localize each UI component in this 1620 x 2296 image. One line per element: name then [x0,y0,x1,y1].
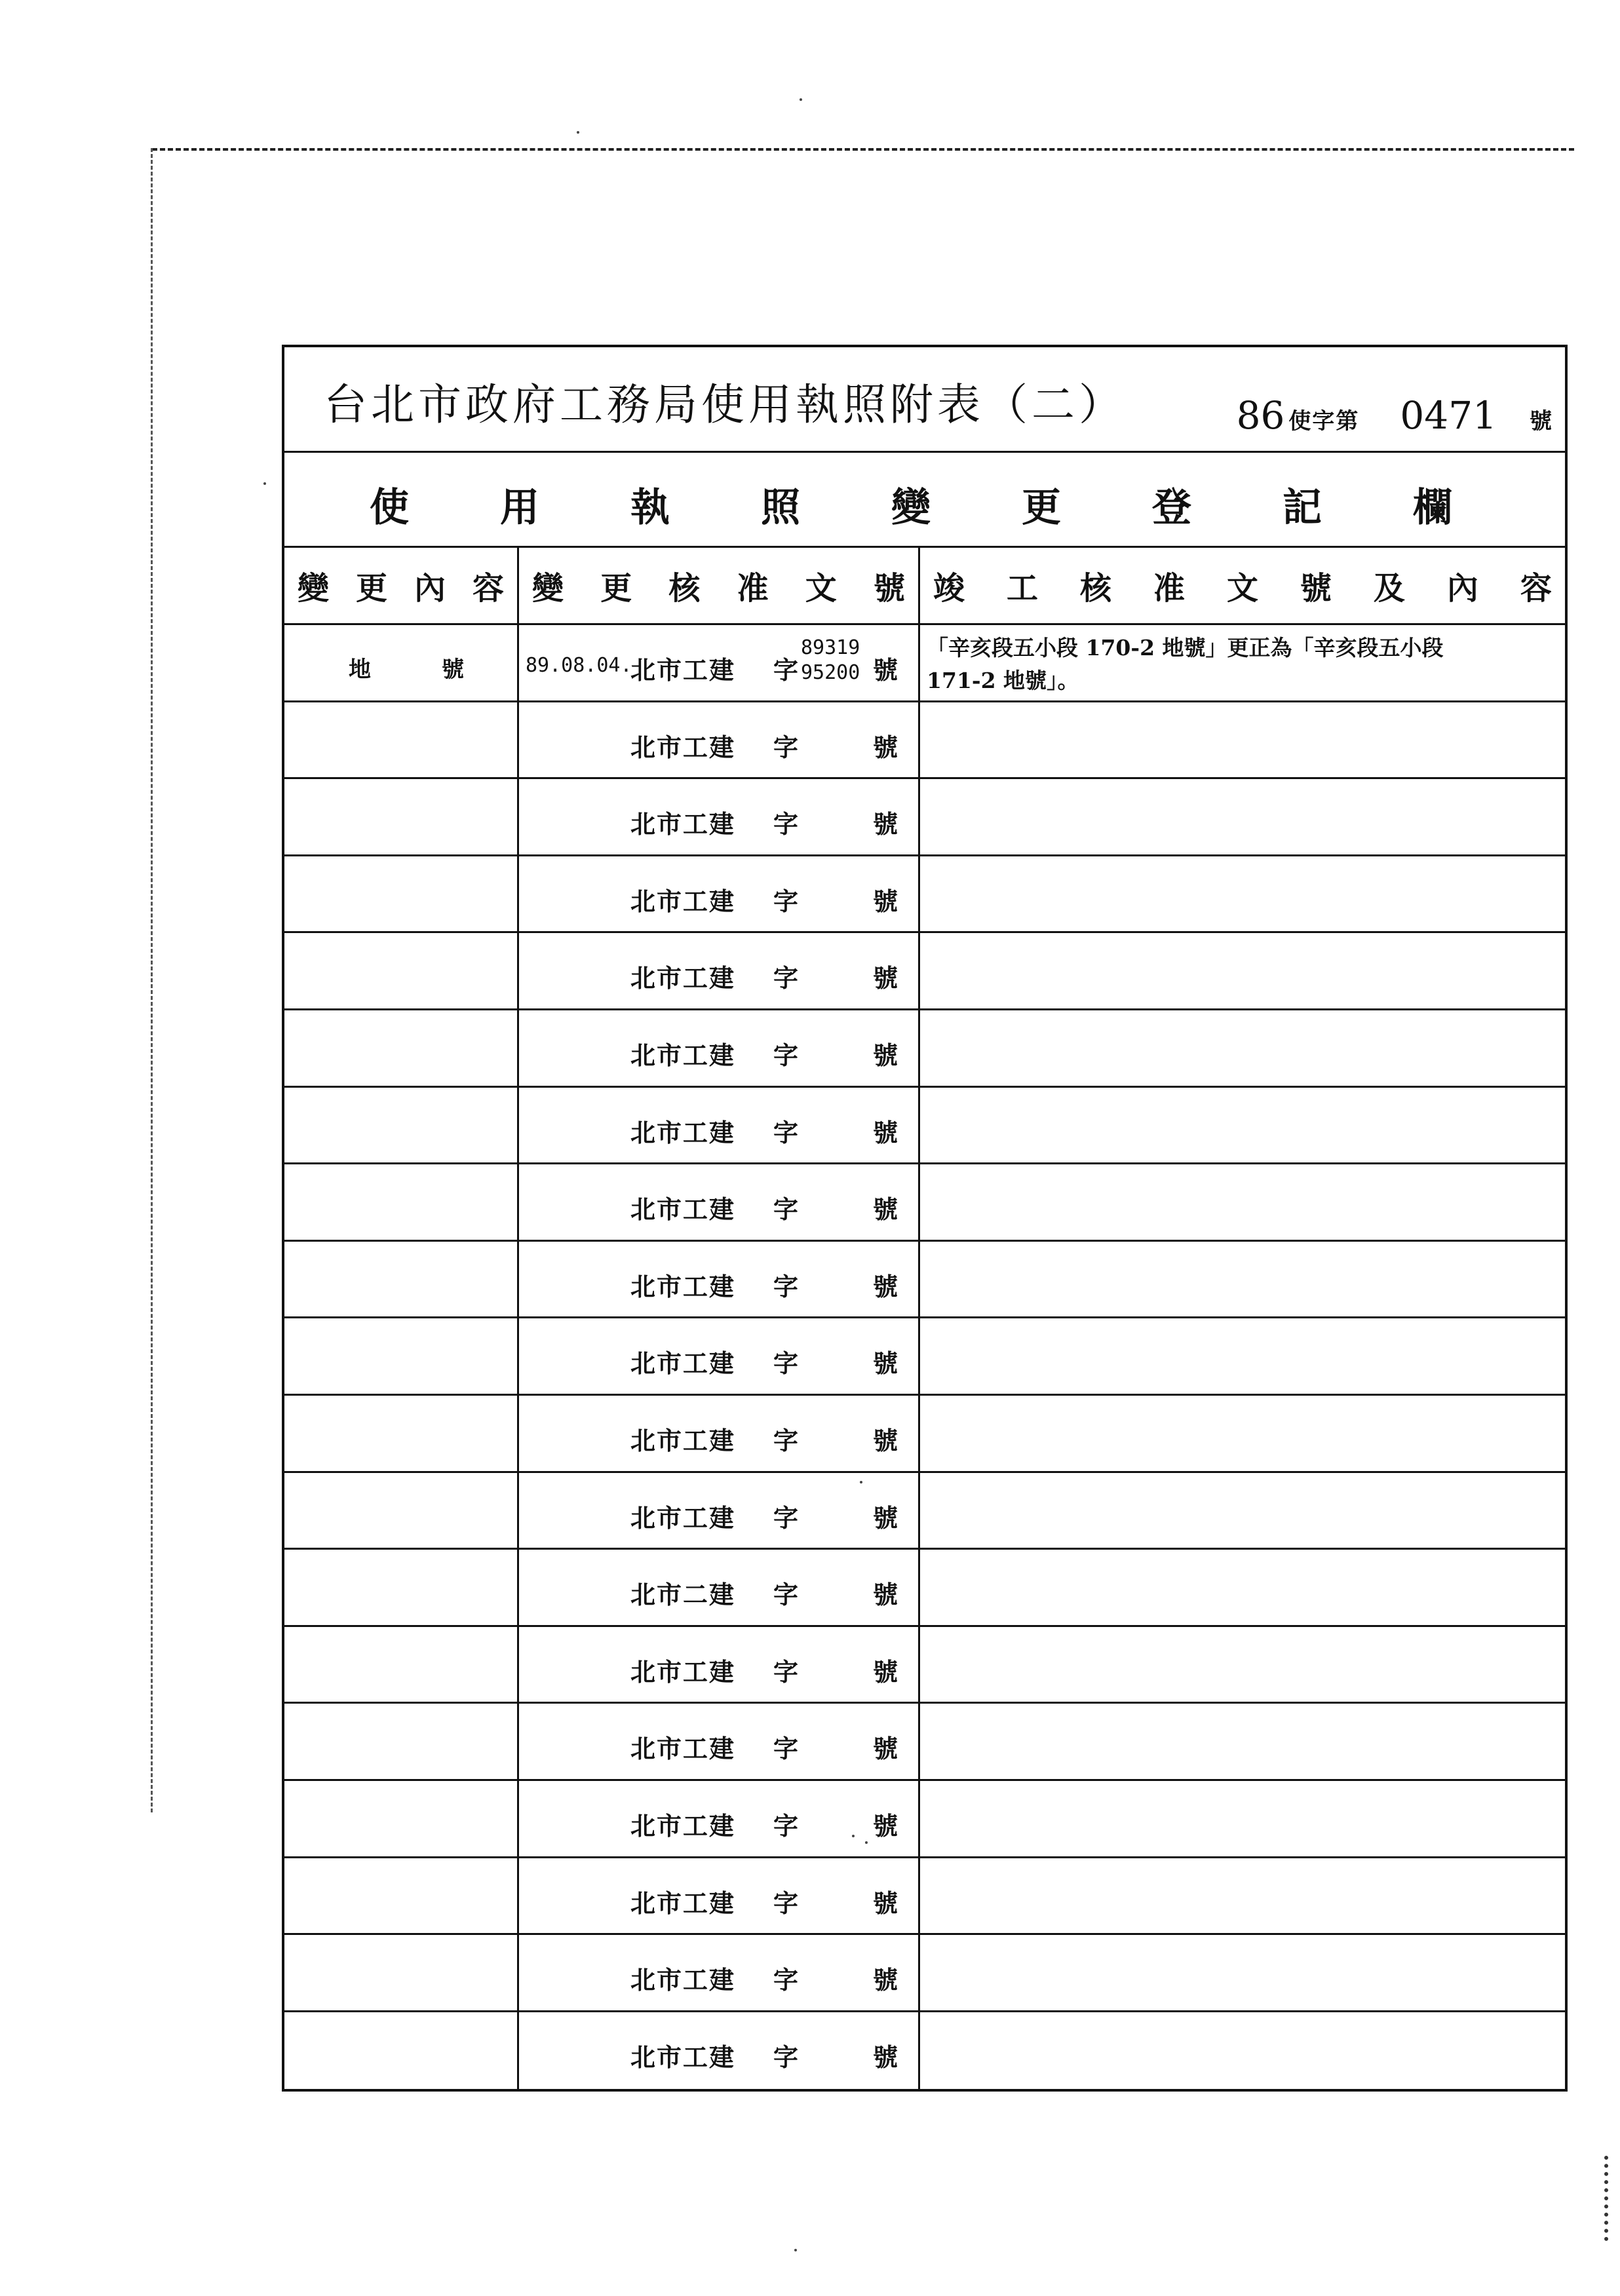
scan-speck [794,2249,797,2251]
completion-cell [920,2012,1565,2090]
approval-number-cell [519,1396,920,1473]
approval-office: 北市工建 [630,1965,736,1995]
header-char: 容 [472,570,504,607]
change-content-cell [284,1473,519,1550]
header-char: 工 [1006,570,1038,607]
approval-number-cell [519,1781,920,1858]
permit-suffix: 號 [1530,408,1552,434]
approval-office: 北市工建 [630,2042,736,2072]
section-heading-char: 用 [500,485,539,531]
approval-word-zi: 字 [773,809,799,839]
approval-word-hao: 號 [873,886,898,916]
approval-office: 北市工建 [630,732,736,762]
completion-text: 「辛亥段五小段 170-2 地號」更正為「辛亥段五小段 171-2 地號」。 [927,635,1444,693]
approval-word-zi: 字 [773,1502,799,1533]
approval-office: 北市工建 [630,809,736,839]
approval-word-zi: 字 [773,1580,799,1610]
completion-cell [920,1318,1565,1396]
completion-cell [920,702,1565,780]
approval-office: 北市工建 [630,1888,736,1918]
approval-word-zi: 字 [773,1425,799,1455]
header-char: 號 [873,570,905,607]
scan-speck [800,98,802,101]
change-content-cell [284,2012,519,2090]
approval-word-hao: 號 [873,1349,898,1379]
approval-word-zi: 字 [773,1117,799,1147]
approval-word-zi: 字 [773,2042,799,2072]
approval-word-zi: 字 [773,655,799,685]
approval-word-hao: 號 [873,1810,898,1841]
approval-number-cell [519,1473,920,1550]
form-title-row [284,347,1565,453]
completion-cell [920,1242,1565,1319]
approval-word-hao: 號 [873,1734,898,1764]
completion-cell [920,779,1565,856]
approval-number-cell [519,1164,920,1242]
approval-word-hao: 號 [873,1580,898,1610]
approval-word-hao: 號 [873,732,898,762]
approval-word-zi: 字 [773,1810,799,1841]
approval-word-zi: 字 [773,1734,799,1764]
header-char: 文 [805,570,837,607]
permit-word: 使字第 [1288,408,1360,434]
approval-word-zi: 字 [773,886,799,916]
header-char: 核 [1079,570,1111,607]
approval-number-cell [519,856,920,934]
section-heading-char: 照 [761,485,800,531]
scan-speck [263,482,266,485]
scan-border-top [152,148,1574,151]
change-content-cell [284,856,519,934]
approval-word-zi: 字 [773,1195,799,1225]
approval-office: 北市工建 [630,655,736,685]
change-content-cell [284,1858,519,1936]
completion-cell [920,1704,1565,1781]
approval-number-cell [519,1704,920,1781]
section-heading-char: 更 [1022,485,1061,531]
approval-word-zi: 字 [773,1888,799,1918]
approval-word-hao: 號 [873,1271,898,1301]
scan-edge-mark [1604,2156,1608,2241]
completion-cell [920,856,1565,934]
permit-annex-form [282,345,1568,2092]
header-char: 更 [600,570,632,607]
approval-word-zi: 字 [773,1656,799,1687]
approval-word-hao: 號 [873,2042,898,2072]
change-content-text: 號 [442,657,464,683]
approval-number-cell [519,2012,920,2090]
approval-number-cell [519,702,920,780]
approval-office: 北市工建 [630,1195,736,1225]
approval-word-hao: 號 [873,1965,898,1995]
header-approval-number [519,548,920,625]
approval-word-zi: 字 [773,963,799,993]
approval-word-zi: 字 [773,732,799,762]
change-registry-table [284,548,1565,2089]
change-content-cell [284,1550,519,1627]
approval-office: 北市工建 [630,1271,736,1301]
section-heading-char: 記 [1282,485,1322,531]
header-char: 准 [737,570,769,607]
change-content-cell [284,1088,519,1165]
approval-word-hao: 號 [873,963,898,993]
approval-office: 北市工建 [630,1734,736,1764]
approval-office: 北市工建 [630,1117,736,1147]
section-heading-row [284,453,1565,548]
approval-office: 北市工建 [630,1656,736,1687]
approval-word-hao: 號 [873,1425,898,1455]
approval-number-cell [519,625,920,702]
permit-number: 0471 [1400,393,1497,438]
change-content-cell [284,1318,519,1396]
header-char: 准 [1153,570,1185,607]
approval-number-cell [519,1858,920,1936]
header-char: 內 [414,570,446,607]
section-heading-char: 執 [630,485,670,531]
approval-office: 北市工建 [630,1349,736,1379]
header-char: 變 [532,570,564,607]
approval-number-cell [519,1318,920,1396]
section-heading-char: 登 [1152,485,1191,531]
header-completion [920,548,1565,625]
header-char: 竣 [933,570,965,607]
completion-cell [920,1627,1565,1704]
approval-number-cell [519,1550,920,1627]
change-content-cell [284,1935,519,2012]
approval-word-hao: 號 [873,655,898,685]
approval-number-cell [519,1088,920,1165]
change-content-cell [284,933,519,1010]
section-heading-char: 欄 [1413,485,1452,531]
change-content-cell [284,1242,519,1319]
header-char: 核 [668,570,701,607]
approval-word-hao: 號 [873,1502,898,1533]
scan-border-left [151,148,153,1812]
change-content-cell [284,779,519,856]
header-char: 更 [355,570,387,607]
approval-number-cell [519,933,920,1010]
completion-cell [920,1164,1565,1242]
approval-office: 北市工建 [630,1810,736,1841]
approval-office: 北市工建 [630,963,736,993]
approval-office: 北市二建 [630,1580,736,1610]
header-char: 號 [1300,570,1332,607]
approval-number-cell [519,1010,920,1088]
section-heading-char: 使 [370,485,409,531]
change-content-cell [284,702,519,780]
completion-cell [920,1473,1565,1550]
completion-cell [920,1088,1565,1165]
approval-word-zi: 字 [773,1040,799,1070]
completion-cell [920,1935,1565,2012]
approval-word-hao: 號 [873,1656,898,1687]
approval-office: 北市工建 [630,886,736,916]
change-content-cell [284,1704,519,1781]
approval-word-hao: 號 [873,1040,898,1070]
header-change-content [284,548,519,625]
permit-number-block [1237,393,1552,438]
approval-serial-top: 89319 [801,636,860,659]
approval-word-zi: 字 [773,1349,799,1379]
scan-speck [577,131,579,134]
permit-year: 86 [1236,393,1285,438]
approval-serial-numbers [801,636,860,685]
section-heading-char: 變 [891,485,931,531]
approval-word-hao: 號 [873,809,898,839]
approval-serial-bottom: 95200 [801,661,860,684]
completion-cell [920,1010,1565,1088]
change-content-cell [284,625,519,702]
approval-word-hao: 號 [873,1195,898,1225]
approval-office: 北市工建 [630,1040,736,1070]
approval-number-cell [519,1242,920,1319]
completion-cell [920,1781,1565,1858]
completion-cell [920,933,1565,1010]
approval-word-zi: 字 [773,1965,799,1995]
form-title: 台北市政府工務局使用執照附表（二） [324,379,1126,430]
change-content-cell [284,1627,519,1704]
approval-word-zi: 字 [773,1271,799,1301]
approval-number-cell [519,1935,920,2012]
change-content-cell [284,1396,519,1473]
completion-cell [920,625,1565,702]
approval-date: 89.08.04. [526,654,632,677]
header-char: 容 [1520,570,1552,607]
header-char: 及 [1373,570,1405,607]
completion-cell [920,1550,1565,1627]
change-content-text: 地 [349,657,371,683]
change-content-cell [284,1781,519,1858]
completion-cell [920,1396,1565,1473]
change-content-cell [284,1010,519,1088]
header-char: 文 [1226,570,1258,607]
header-char: 變 [298,570,330,607]
approval-office: 北市工建 [630,1425,736,1455]
approval-word-hao: 號 [873,1117,898,1147]
approval-number-cell [519,1627,920,1704]
completion-cell [920,1858,1565,1936]
approval-number-cell [519,779,920,856]
change-content-cell [284,1164,519,1242]
header-char: 內 [1446,570,1478,607]
approval-office: 北市工建 [630,1502,736,1533]
approval-word-hao: 號 [873,1888,898,1918]
